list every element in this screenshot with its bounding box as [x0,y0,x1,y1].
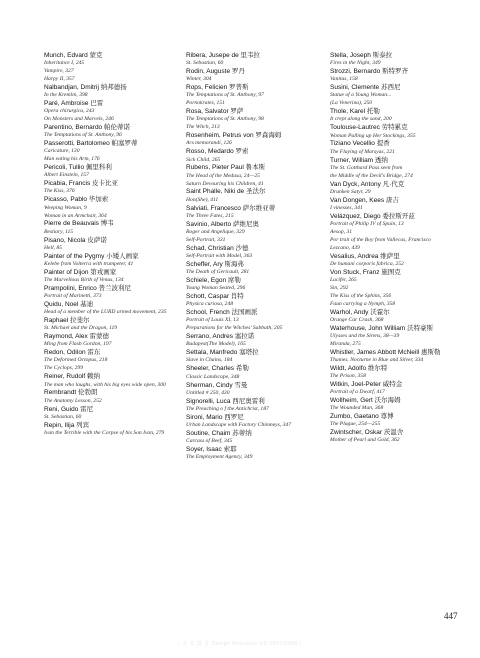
artwork-title: The Deformed Octopus, 218 [44,357,108,364]
artist-name: Raphael 拉斐尔 [44,317,90,325]
index-entry [44,317,182,333]
artwork-title: The Wounded Man, 368 [330,405,384,412]
artwork-title: Statue of a Young Woman... [330,92,392,99]
index-entry [44,301,182,317]
artist-name: Painter of the Pygmy 小矮人画家 [44,252,139,260]
artist-name: Pericoli, Tullio 佩里科利 [44,164,112,172]
index-entry [44,164,182,180]
artist-name: Stella, Joseph 斯泰拉 [330,52,393,59]
artist-name: Picabia, Francis 皮卡比亚 [44,180,119,188]
artwork-title: Urban Landscape with Factory Chimneys, 347 [186,421,292,428]
artwork-title: St. Sebastian, 60 [186,60,224,67]
artist-name: Rubens, Pieter Paul 鲁本斯 [186,164,266,172]
artist-name: Passerotti, Bartolomeo 帕塞罗蒂 [44,140,138,148]
artist-name: Redon, Odilon 雷东 [44,349,101,357]
index-entry [44,422,182,438]
index-entry [330,349,468,365]
artwork-title: Ars memorandi, 126 [186,140,232,147]
artist-name: Painter of Dijon 第戎画家 [44,268,117,276]
artwork-title: Woman in an Armchair, 364 [44,212,107,219]
artwork-title: The Three Fates, 215 [186,212,234,219]
index-entry [186,309,324,333]
artwork-title: Lucifer, 265 [330,276,357,283]
artwork-title: Self-Portrait, 331 [186,236,226,243]
artwork-title: It crept along the sand, 200 [330,116,392,123]
artwork-title: Por trait of the Boy from Vallecas, Francisco [330,236,431,243]
watermark-footer: | 美 术 设 计 Design Resource GD:0001/0000 | [178,641,302,647]
index-entry [186,108,324,132]
page-number: 447 [444,611,458,621]
artwork-title: Vampire, 327 [44,68,74,75]
artwork-title: Pornokrates, 151 [186,100,225,107]
index-entry [330,181,468,197]
artist-name: Rosa, Salvator 罗萨 [186,108,244,116]
artwork-title: The Cyclops, 299 [44,365,83,372]
artwork-title: The St. Gotthard Pass seen from [330,164,403,171]
artist-name: Vesalius, Andrea 维萨里 [330,252,400,260]
artist-name: Scheffer, Ary 斯海弗 [186,260,245,268]
artist-name: Susini, Clemente 苏西尼 [330,84,401,92]
artwork-title: St. Sebastian, 60 [44,413,82,420]
artist-name: Raymond, Alex 雷蒙德 [44,333,110,341]
artwork-title: The Temptations of St. Anthony, 96 [44,132,122,139]
artwork-title: Saturn Devouring his Children, 41 [186,180,264,187]
index-entry [44,124,182,140]
artwork-title: Portrait of Louis XI, 13 [186,317,239,324]
artist-name: Schad, Christian 沙德 [186,244,249,252]
artist-name: Reiner, Rudolf 赖纳 [44,373,100,381]
artist-name: Serrano, Andres 塞拉诺 [186,333,255,341]
index-entry [44,52,182,84]
artwork-title: The Death of Gericault, 281 [186,269,250,276]
artwork-title: Harpy II, 357 [44,76,75,83]
artwork-title: Drunken Satyr, 29 [330,188,371,195]
artwork-title: Albert Einstein, 157 [44,172,89,179]
artwork-title: Bestiary, 115 [44,228,74,235]
artwork-title: The Plague, 254—255 [330,421,381,428]
artist-name: Zumbo, Gaetano 尊博 [330,413,394,421]
artist-name: Sironi, Mario 西罗尼 [186,413,244,421]
artwork-title: Ulysses and the Sirens, 38—39 [330,332,400,339]
artist-name: Rosenheim, Petrus von 罗森海姆 [186,132,282,140]
index-entry [330,140,468,156]
artwork-title: The Kiss, 376 [44,188,75,195]
artist-name: Van Dongen, Kees 唐吉 [330,196,399,204]
artist-name: Savinio, Alberto 萨维尼奥 [186,220,259,228]
artwork-title: The Witch, 213 [186,124,220,131]
artwork-title: Winter, 304 [186,76,212,83]
artwork-title: Ming from Flash Gordon, 197 [44,341,112,348]
index-entry [186,148,324,164]
index-entry [330,381,468,397]
index-entry [330,325,468,349]
artist-name: School, French 法国画派 [186,309,258,317]
artist-name: Rops, Felicien 罗普斯 [186,84,249,92]
index-entry [330,157,468,181]
artist-name: Saint Phalle, Niki de 圣法尔 [186,188,266,196]
index-entry [44,196,182,220]
artwork-title: Caricature, 130 [44,148,80,155]
index-entry [186,293,324,309]
index-entry [330,197,468,213]
artist-name: Turner, William 透纳 [330,156,388,164]
artist-name: Ribera, Jusepe de 里韦拉 [186,52,261,59]
artwork-title: Portrait of a Dwarf, 417 [330,389,385,396]
index-entry [186,188,324,204]
index-entry [44,180,182,196]
artwork-title: I vinesses, 341 [330,204,363,211]
index-entry [44,389,182,405]
index-entry [44,406,182,422]
artist-name: Signorelli, Luca 西尼奥雷利 [186,397,265,405]
artist-name: Warhol, Andy 沃霍尔 [330,308,390,316]
index-entry [44,140,182,164]
artist-name: Pisano, Nicola 皮萨诺 [44,236,107,244]
artist-name: Von Stuck, Franz 施图克 [330,268,401,276]
artwork-title: The Flaying of Marsyas, 221 [330,148,395,155]
index-entry [330,108,468,124]
artist-name: Soutine, Chaim 苏蒂纳 [186,429,252,437]
index-entry [330,309,468,325]
artist-name: Settala, Manfredo 塞塔拉 [186,349,259,357]
index-entry [330,397,468,413]
index-entry [186,68,324,84]
artwork-title: Kelebe from Volterra with trumpeter, 41 [44,260,134,267]
index-entry [186,205,324,221]
artwork-title: Man eating his Arm, 176 [44,156,100,163]
artwork-title: Miranda, 275 [330,340,361,347]
index-entry [44,349,182,373]
artwork-title: The Preaching o f the Antichrist, 187 [186,405,269,412]
artist-name: Reni, Guido 雷尼 [44,405,94,413]
index-entry [330,68,468,84]
artwork-title: The Prison, 358 [330,373,366,379]
artwork-title: The Marvellous Birth of Venus, 134 [44,276,124,283]
index-entry [44,100,182,124]
artist-name: Velázquez, Diego 委拉斯开兹 [330,212,415,220]
artist-name: Van Dyck, Antony 凡·代克 [330,180,405,188]
artwork-title: Ivan the Terrible with the Corpse of his Son Ivan, 279 [44,429,165,436]
artwork-title: Classic Landscape, 348 [186,373,240,380]
index-entry [186,414,324,430]
artwork-title: Roger and Angelique, 329 [186,228,245,235]
artwork-title: the Middle of the Devil's Bridge, 274 [330,172,413,179]
artwork-title: The Temptations of St. Anthony, 97 [186,92,264,99]
artwork-title: Fires in the Night, 349 [330,60,381,67]
artwork-title: Faun carrying a Nymph, 358 [330,300,396,307]
index-entry [186,52,324,68]
artwork-title: Weeping Woman, 9 [44,204,87,211]
artist-name: Nalbandjan, Dmitrij 纳邦德扬 [44,83,127,91]
artwork-title: De humani corporis fabrica, 252 [330,260,404,267]
artwork-title: Sick Child, 265 [186,156,221,163]
index-entry [186,365,324,381]
artist-name: Rosso, Medardo 罗索 [186,148,249,156]
artwork-title: Portrait of Philip IV of Spain, 13 [330,221,404,227]
artwork-title: Hell, 85 [44,244,63,251]
index-entry [186,349,324,365]
index-entry [186,382,324,398]
artist-name: Thole, Karel 托勒 [330,108,380,116]
artist-name: Sheeler, Charles 希勒 [186,365,249,373]
index-entry [186,84,324,108]
index-entry [330,269,468,309]
index-entry [330,213,468,253]
artwork-title: The Head of the Medusa, 24—25 [186,172,260,179]
index-entry [44,84,182,100]
artwork-title: Physica curiosa, 248 [186,301,234,308]
index-entry [330,429,468,445]
artwork-title: Untitled # 250, 430 [186,389,230,396]
index-entry [186,221,324,245]
artist-name: Rembrandt 伦勃朗 [44,389,98,397]
artwork-title: Self-Portrait with Model, 363 [186,252,253,259]
index-entry [44,373,182,389]
artist-name: Soyer, Isaac 索耶 [186,445,237,453]
index-entry [44,285,182,301]
artwork-title: Hon(She), 411 [186,196,219,203]
artwork-title: Preparations for the Witches' Sabbath, 205 [186,325,283,332]
index-entry [330,365,468,381]
artwork-title: Budapest(The Model), 165 [186,341,246,348]
index-entry [330,84,468,108]
artwork-title: Thames. Nocturne in Blue and Silver, 334 [330,356,424,363]
artist-name: Strozzi, Bernardo 斯特罗齐 [330,68,409,76]
index-column-1 [44,52,182,438]
artist-name: Whistler, James Abbott McNeill 惠斯勒 [330,348,441,356]
artist-name: Tiziano Vecellio 提香 [330,140,390,148]
artwork-title: Young Woman Seated, 296 [186,285,246,292]
index-entry [186,132,324,148]
index-entry [330,52,468,68]
artist-name: Wollheim, Gert 沃尔海姆 [330,397,401,405]
artwork-title: Orange Car Crash, 368 [330,316,384,323]
artist-name: Zwintscher, Oskar 茨温舍 [330,429,404,437]
artist-name: Quidu, Noel 基迪 [44,300,94,308]
index-entry [186,430,324,446]
artist-name: Paré, Ambroise 巴雷 [44,100,104,108]
index-entry [44,269,182,285]
index-entry [186,398,324,414]
index-entry [186,245,324,261]
index-entry [330,413,468,429]
index-column-2 [186,52,324,462]
artwork-title: Portrait of Marinetti, 373 [44,293,102,300]
artwork-title: The Anatomy Lesson, 252 [44,397,102,404]
index-entry [186,261,324,277]
artist-name: Witkin, Joel-Peter 威特金 [330,380,403,388]
artwork-title: Slave in Chains, 184 [186,357,233,364]
artist-name: Sherman, Cindy 雪曼 [186,381,248,389]
artwork-title: St. Michael and the Dragon, 119 [44,325,118,332]
index-entry [44,237,182,253]
artist-name: Rodin, Auguste 罗丹 [186,68,245,76]
artist-name: Salviati, Francesco 萨尔维亚蒂 [186,204,276,212]
artist-name: Wildt, Adolfo 维尔特 [330,364,388,372]
artwork-title: Opera chirurgica, 243 [44,108,95,115]
artwork-title: The Employment Agency, 349 [186,454,253,461]
artist-name: Prampolini, Enrico 普兰波利尼 [44,284,132,292]
index-entry [44,220,182,236]
artwork-title: Head of a member of the LURD armed movement, 235 [44,309,167,316]
artist-name: Toulouse-Lautrec 劳特累克 [330,124,408,132]
artwork-title: Sin, 292 [330,284,349,291]
index-entry [186,277,324,293]
artwork-title: The man who laughs, with his big eyes wide open, 300 [44,381,166,388]
artwork-title: Aesop, 31 [330,228,353,235]
index-entry [44,253,182,269]
artist-name: Schott, Caspar 肖特 [186,293,244,301]
artwork-title: Woman Pulling up Her Stockings, 355 [330,132,416,139]
artwork-title: Carcass of Beef, 345 [186,438,233,445]
artist-name: Munch, Edvard 蒙克 [44,52,103,59]
artist-name: Repin, Ilija 列宾 [44,421,90,429]
index-entry [186,164,324,188]
artwork-title: The Kiss of the Sphinx, 356 [330,292,392,299]
index-entry [330,253,468,269]
artist-name: Picasso, Pablo 毕加索 [44,196,109,204]
artwork-title: Inheritance I, 245 [44,60,85,67]
index-entry [44,333,182,349]
artwork-title: In the Kremlin, 398 [44,92,88,99]
artist-name: Pierre de Beauvais 博韦 [44,220,114,228]
index-entry [330,124,468,140]
index-column-3 [330,52,468,445]
artwork-title: (La Venerina), 250 [330,100,373,107]
artwork-title: The Temptations of St. Anthony, 98 [186,116,264,123]
artist-name: Parentino, Bernardo 帕伦蒂诺 [44,124,130,132]
index-entry [186,333,324,349]
artwork-title: On Monsters and Marvels, 246 [44,116,114,123]
artist-name: Waterhouse, John William 沃特豪斯 [330,324,434,332]
artwork-title: Mother of Pearl and Gold, 362 [330,437,400,444]
artwork-title: Lezcano, 439 [330,244,360,251]
artwork-title: Vanitas, 158 [330,76,358,83]
artist-name: Schiele, Egon 席勒 [186,276,241,284]
index-entry [186,446,324,462]
